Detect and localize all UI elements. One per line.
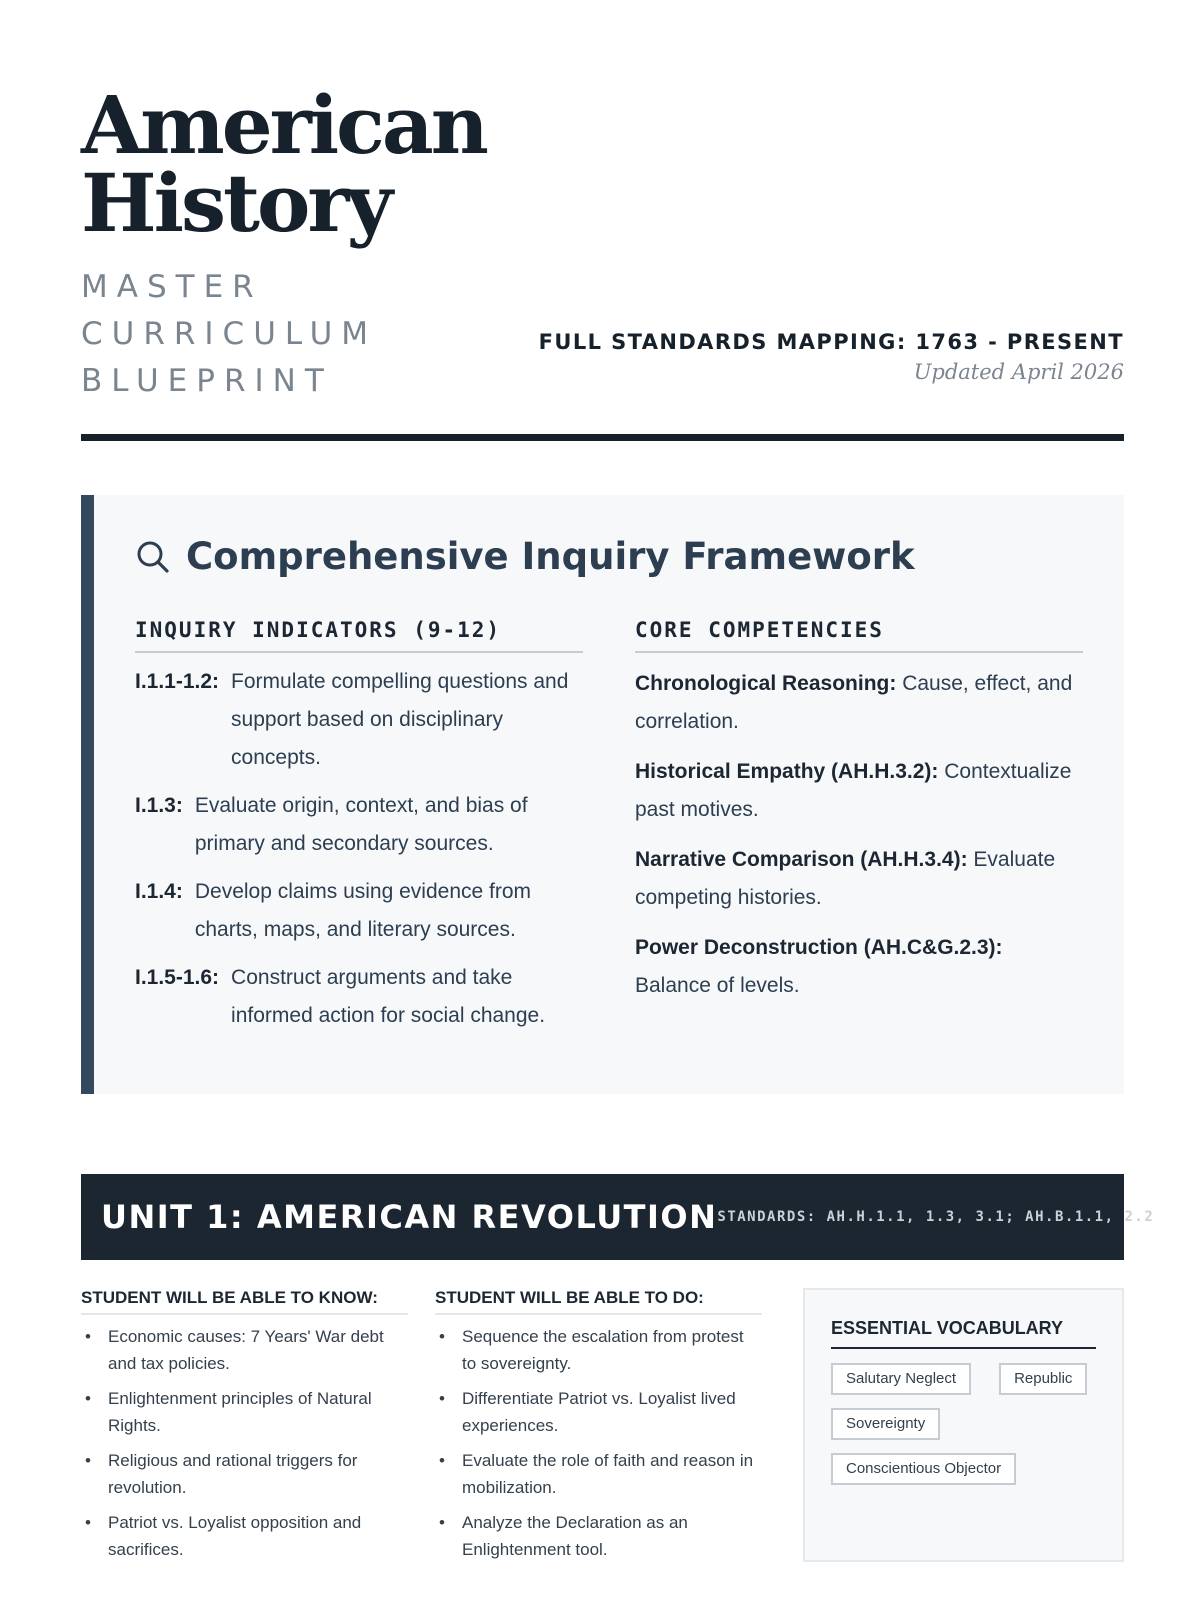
competency-item [635, 841, 1083, 917]
vocabulary-tag: Conscientious Objector [831, 1453, 1016, 1485]
indicator-text: Evaluate origin, context, and bias of primary and secondary sources. [194, 794, 528, 855]
unit-title: UNIT 1: AMERICAN REVOLUTION [101, 1198, 718, 1236]
competency-item [635, 929, 1083, 1005]
indicator-code: I.1.5-1.6: [135, 966, 220, 989]
indicator-code: I.1.1-1.2: [135, 670, 220, 693]
page-title-line-2: History [81, 156, 390, 250]
list-item: • Patriot vs. Loyalist opposition and sacrifices. [81, 1509, 408, 1563]
framework-title [135, 535, 915, 578]
indicator-code: I.1.4: [135, 880, 183, 903]
core-competencies-column [635, 618, 1083, 1005]
subtitle-line: BLUEPRINT [81, 363, 333, 399]
indicator-text: Formulate compelling questions and support based on disciplinary concepts. [231, 670, 569, 769]
do-column [435, 1288, 762, 1563]
vocabulary-tags [831, 1363, 1096, 1485]
list-item: • Evaluate the role of faith and reason in mobilization. [435, 1447, 762, 1501]
list-item: • Religious and rational triggers for revolution. [81, 1447, 408, 1501]
competency-label: Historical Empathy (AH.H.3.2): [635, 760, 939, 783]
competency-label: Power Deconstruction (AH.C&G.2.3): [635, 936, 1003, 959]
indicator-code: I.1.3: [135, 794, 183, 817]
know-heading: STUDENT WILL BE ABLE TO KNOW: [81, 1288, 408, 1315]
do-list [435, 1323, 762, 1563]
vocabulary-tag: Republic [999, 1363, 1087, 1395]
indicator-text: Develop claims using evidence from charts, maps, and literary sources. [194, 880, 532, 941]
list-item: • Sequence the escalation from protest to sovereignty. [435, 1323, 762, 1377]
indicator-item [135, 873, 583, 949]
competency-text: Balance of levels. [635, 974, 800, 997]
competency-label: Chronological Reasoning: [635, 672, 897, 695]
vocabulary-tag: Sovereignty [831, 1408, 940, 1440]
list-item: • Economic causes: 7 Years' War debt and tax policies. [81, 1323, 408, 1377]
indicator-item [135, 663, 583, 777]
vocabulary-heading: ESSENTIAL VOCABULARY [831, 1318, 1096, 1349]
indicator-text: Construct arguments and take informed action for social change. [231, 966, 546, 1027]
subtitle-line: CURRICULUM [81, 316, 378, 352]
competency-text: Cause, effect, and correlation. [635, 672, 1073, 733]
inquiry-indicators-column [135, 618, 583, 1035]
know-column [81, 1288, 408, 1563]
do-heading: STUDENT WILL BE ABLE TO DO: [435, 1288, 762, 1315]
competency-text: Evaluate competing histories. [635, 848, 1056, 909]
list-item: • Differentiate Patriot vs. Loyalist lived experiences. [435, 1385, 762, 1439]
page-title-line-1: American [81, 78, 486, 172]
header-divider [81, 434, 1124, 441]
standards-mapping: FULL STANDARDS MAPPING: 1763 - PRESENT [538, 330, 1124, 354]
vocabulary-tag: Salutary Neglect [831, 1363, 971, 1395]
search-icon [135, 539, 171, 575]
indicator-item [135, 787, 583, 863]
unit-banner [81, 1174, 1155, 1260]
page-header [81, 78, 1124, 446]
unit-standards: STANDARDS: AH.H.1.1, 1.3, 3.1; AH.B.1.1, 2.2 [717, 1209, 1155, 1225]
indicator-item [135, 959, 583, 1035]
framework-title-text: Comprehensive Inquiry Framework [186, 535, 915, 578]
inquiry-framework-panel [81, 495, 1124, 1094]
updated-date: Updated April 2026 [913, 360, 1124, 384]
subtitle-line: MASTER [81, 269, 263, 305]
header-meta [539, 330, 1124, 384]
competency-item [635, 753, 1083, 829]
essential-vocabulary-box [803, 1288, 1124, 1562]
core-competencies-heading: CORE COMPETENCIES [635, 618, 1083, 653]
list-item: • Enlightenment principles of Natural Rights. [81, 1385, 408, 1439]
competency-item [635, 665, 1083, 741]
competency-label: Narrative Comparison (AH.H.3.4): [635, 848, 968, 871]
list-item: • Analyze the Declaration as an Enlightenment tool. [435, 1509, 762, 1563]
inquiry-indicators-heading: INQUIRY INDICATORS (9-12) [135, 618, 583, 653]
competency-text: Contextualize past motives. [635, 760, 1072, 821]
know-list [81, 1323, 408, 1563]
